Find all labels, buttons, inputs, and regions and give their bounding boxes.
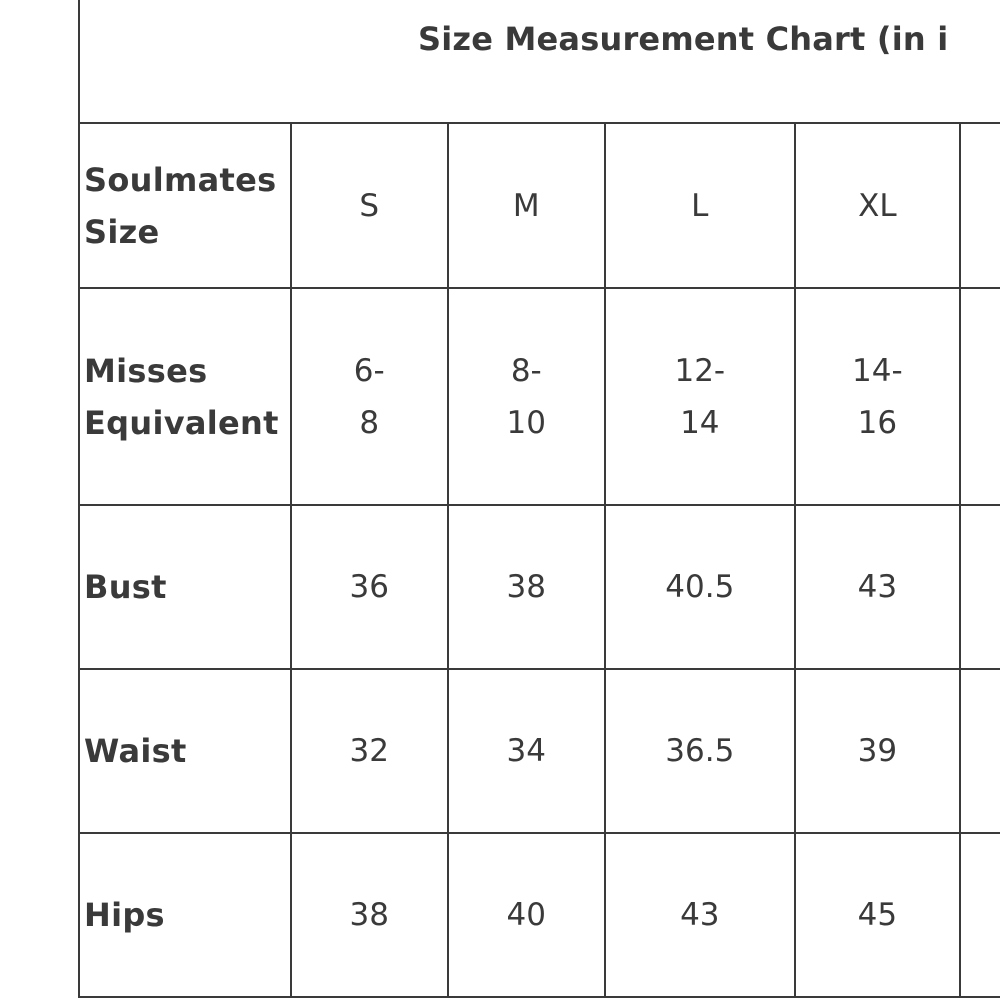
table-cell: 43 bbox=[795, 505, 961, 669]
cell-line: 12- bbox=[674, 352, 726, 389]
table-cell: 43 bbox=[605, 833, 795, 997]
table-cell: 36 bbox=[291, 505, 448, 669]
size-measurement-table bbox=[78, 122, 1000, 998]
table-cell bbox=[605, 288, 795, 505]
row-label-hips: Hips bbox=[79, 833, 291, 997]
table-row-hips bbox=[79, 833, 1000, 997]
row-label-line: Misses bbox=[84, 351, 208, 390]
size-header-xl: XL bbox=[795, 123, 961, 288]
cell-line: 6- bbox=[353, 352, 385, 389]
cell-line: 14- bbox=[852, 352, 903, 389]
table-cell: 39 bbox=[795, 669, 961, 833]
table-cell-cutoff bbox=[960, 669, 1000, 833]
table-cell: 38 bbox=[291, 833, 448, 997]
cell-line: 10 bbox=[506, 404, 546, 441]
size-header-s: S bbox=[291, 123, 448, 288]
cell-line: 8 bbox=[359, 404, 380, 441]
table-cell: 45 bbox=[795, 833, 961, 997]
size-header-m: M bbox=[448, 123, 606, 288]
table-cell-cutoff bbox=[960, 505, 1000, 669]
table-cell-cutoff bbox=[960, 123, 1000, 288]
row-label-line: Equivalent bbox=[84, 403, 279, 442]
table-cell: 32 bbox=[291, 669, 448, 833]
row-label-soulmates-size bbox=[79, 123, 291, 288]
table-cell bbox=[795, 288, 961, 505]
row-label-waist: Waist bbox=[79, 669, 291, 833]
row-label-bust: Bust bbox=[79, 505, 291, 669]
cell-line: 8- bbox=[510, 352, 542, 389]
table-cell bbox=[291, 288, 448, 505]
table-cell-cutoff bbox=[960, 288, 1000, 505]
table-cell bbox=[448, 288, 606, 505]
row-label-line: Size bbox=[84, 212, 160, 251]
size-header-l: L bbox=[605, 123, 795, 288]
table-cell: 40 bbox=[448, 833, 606, 997]
table-cell: 34 bbox=[448, 669, 606, 833]
title-row bbox=[78, 0, 1000, 122]
table-row-waist bbox=[79, 669, 1000, 833]
table-cell: 38 bbox=[448, 505, 606, 669]
row-label-misses-equivalent bbox=[79, 288, 291, 505]
cell-line: 14 bbox=[680, 404, 720, 441]
chart-title: Size Measurement Chart (in i bbox=[418, 20, 949, 58]
cell-line: 16 bbox=[857, 404, 898, 441]
table-cell: 36.5 bbox=[605, 669, 795, 833]
table-header-row bbox=[79, 123, 1000, 288]
row-label-line: Soulmates bbox=[84, 160, 277, 199]
table-row-bust bbox=[79, 505, 1000, 669]
table-row-misses bbox=[79, 288, 1000, 505]
table-cell-cutoff bbox=[960, 833, 1000, 997]
table-cell: 40.5 bbox=[605, 505, 795, 669]
